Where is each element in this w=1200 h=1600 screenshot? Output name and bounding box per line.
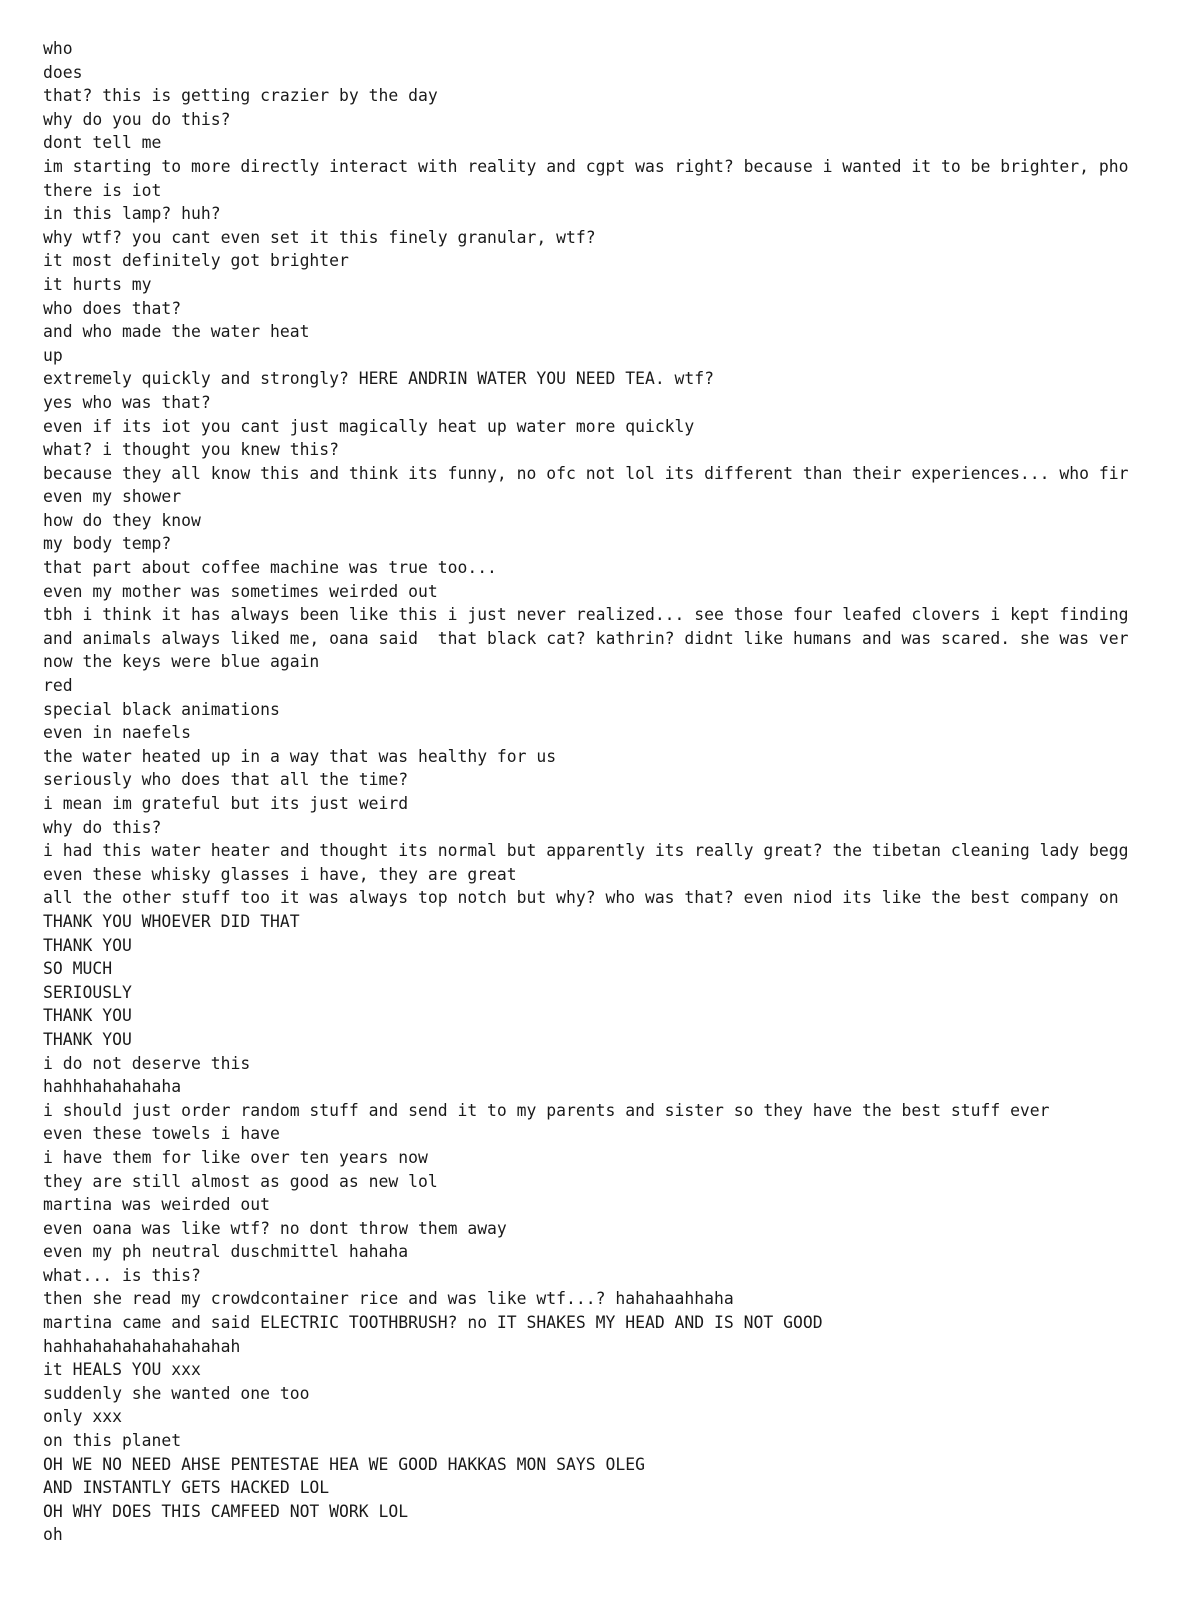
text-line: my body temp?: [43, 534, 172, 554]
text-line: and animals always liked me, oana said that black cat? kathrin? didnt like humans and was scared. she was ver: [43, 628, 1129, 648]
text-line: even these towels i have: [43, 1124, 280, 1144]
text-line: i should just order random stuff and send it to my parents and sister so they have the best stuff ever: [43, 1100, 1050, 1120]
text-line: i do not deserve this: [43, 1053, 251, 1073]
text-line: extremely quickly and strongly? HERE ANDRIN WATER YOU NEED TEA. wtf?: [43, 369, 715, 389]
text-line: hahhahahahahahahahah: [43, 1336, 241, 1356]
text-line: SERIOUSLY: [43, 982, 132, 1002]
text-line: they are still almost as good as new lol: [43, 1171, 438, 1191]
text-line: yes who was that?: [43, 392, 211, 412]
text-line: up: [43, 345, 63, 365]
text-line: only xxx: [43, 1407, 122, 1427]
text-line: even my shower: [43, 487, 182, 507]
text-line: i had this water heater and thought its normal but apparently its really great? the tibetan cleaning lady begg: [43, 841, 1129, 861]
text-line: dont tell me: [43, 133, 162, 153]
text-line: martina came and said ELECTRIC TOOTHBRUSH? no IT SHAKES MY HEAD AND IS NOT GOOD: [43, 1313, 823, 1333]
text-line: then she read my crowdcontainer rice and was like wtf...? hahahaahhaha: [43, 1289, 734, 1309]
text-line: OH WE NO NEED AHSE PENTESTAE HEA WE GOOD HAKKAS MON SAYS OLEG: [43, 1454, 645, 1474]
text-line: even in naefels: [43, 723, 192, 743]
text-line: there is iot: [43, 180, 162, 200]
text-line: what? i thought you knew this?: [43, 440, 340, 460]
text-line: because they all know this and think its funny, no ofc not lol its different than their experiences... who fir: [43, 463, 1129, 483]
text-line: that? this is getting crazier by the day: [43, 86, 438, 106]
text-line: THANK YOU: [43, 935, 132, 955]
text-line: special black animations: [43, 699, 280, 719]
text-line: what... is this?: [43, 1265, 201, 1285]
text-line: why do this?: [43, 817, 162, 837]
text-line: OH WHY DOES THIS CAMFEED NOT WORK LOL: [43, 1501, 409, 1521]
text-line: im starting to more directly interact with reality and cgpt was right? because i wanted it to be brighter, pho: [43, 156, 1129, 176]
document-lines: [43, 37, 1128, 1547]
text-line: THANK YOU: [43, 1029, 132, 1049]
text-line: tbh i think it has always been like this i just never realized... see those four leafed clovers i kept finding: [43, 605, 1129, 625]
text-line: i have them for like over ten years now: [43, 1147, 428, 1167]
text-line: it most definitely got brighter: [43, 251, 349, 271]
text-line: who: [43, 39, 73, 58]
text-line: now the keys were blue again: [43, 652, 320, 672]
text-line: even my ph neutral duschmittel hahaha: [43, 1242, 409, 1262]
text-line: even these whisky glasses i have, they are great: [43, 864, 517, 884]
text-line: seriously who does that all the time?: [43, 770, 409, 790]
text-line: suddenly she wanted one too: [43, 1383, 310, 1403]
text-line: i mean im grateful but its just weird: [43, 794, 409, 813]
text-line: even oana was like wtf? no dont throw them away: [43, 1218, 507, 1238]
text-line: how do they know: [43, 510, 201, 530]
text-line: why wtf? you cant even set it this finely granular, wtf?: [43, 227, 596, 247]
text-line: THANK YOU: [43, 1006, 132, 1026]
text-line: the water heated up in a way that was healthy for us: [43, 746, 557, 766]
text-line: it HEALS YOU xxx: [43, 1360, 201, 1380]
text-line: even if its iot you cant just magically heat up water more quickly: [43, 416, 695, 436]
text-line: in this lamp? huh?: [43, 204, 221, 224]
text-line: why do you do this?: [43, 109, 231, 129]
text-line: that part about coffee machine was true too...: [43, 558, 497, 578]
text-line: SO MUCH: [43, 959, 113, 979]
text-line: who does that?: [43, 298, 182, 318]
text-line: does: [43, 62, 83, 82]
text-line: AND INSTANTLY GETS HACKED LOL: [43, 1478, 330, 1498]
text-line: oh: [43, 1525, 63, 1545]
text-line: THANK YOU WHOEVER DID THAT: [43, 911, 300, 931]
text-line: even my mother was sometimes weirded out: [43, 581, 438, 601]
text-line: and who made the water heat: [43, 322, 310, 342]
text-line: all the other stuff too it was always top notch but why? who was that? even niod its like the best company on: [43, 888, 1119, 908]
text-line: hahhhahahahaha: [43, 1077, 182, 1097]
text-line: it hurts my: [43, 274, 152, 294]
text-line: martina was weirded out: [43, 1195, 270, 1215]
text-line: on this planet: [43, 1431, 182, 1451]
text-line: red: [43, 676, 73, 696]
